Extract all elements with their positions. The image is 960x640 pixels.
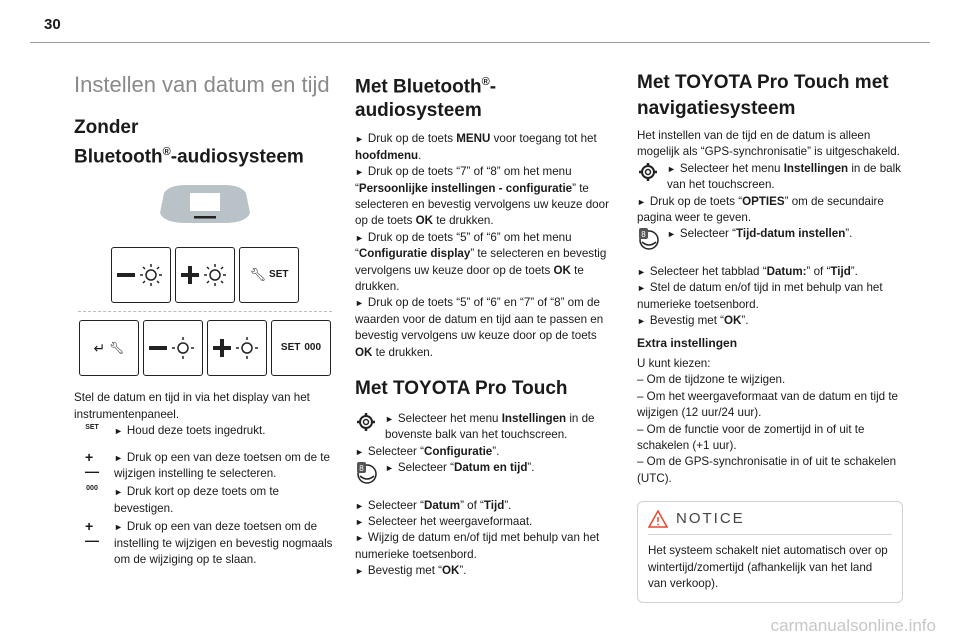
step-1: SET ► Houd deze toets ingedrukt.	[74, 423, 336, 439]
bluetooth-step-4: ► Druk op de toets “5” of “6” en “7” of “8” om de waarden voor de datum en tijd aan te passen en bevestig vervolgens uw keuze door op de toets OK te drukken.	[355, 296, 604, 359]
plus-minus-icon: + —	[85, 518, 99, 549]
key-row-bottom	[74, 320, 336, 376]
minus-sun-icon	[147, 334, 199, 362]
notice-title: NOTICE	[676, 509, 745, 527]
navigation-step-1: ► Selecteer het menu Instellingen in de balk van het touchscreen.	[637, 161, 903, 194]
pro-touch-step-3: 8 ► Selecteer “Datum en tijd”.	[355, 460, 611, 491]
plus-brightness-button[interactable]	[175, 247, 235, 303]
set-000-icon: SET	[85, 424, 99, 432]
heading-pro-touch-navigation: Met TOYOTA Pro Touch met navigatiesysteem	[637, 72, 889, 119]
car-dashboard-illustration	[74, 179, 336, 239]
plus-brightness-button-2[interactable]	[207, 320, 267, 376]
notice-text: Het systeem schakelt niet automatisch over op wintertijd/zomertijd (afhankelijk van het land van verkoop).	[648, 544, 888, 590]
notice-header	[648, 510, 892, 535]
navigation-step-4: ► Selecteer het tabblad “Datum:” of “Tijd”.	[637, 264, 858, 278]
pro-touch-step-1: ► Selecteer het menu Instellingen in de bovenste balk van het touchscreen.	[355, 411, 611, 444]
instrument-panel-icon	[74, 179, 336, 239]
pro-touch-step-2: ► Selecteer “Configuratie”.	[355, 444, 500, 458]
plus-sun-icon	[211, 334, 263, 362]
gear-icon	[637, 161, 663, 188]
intro-text: Stel de datum en tijd in via het display van het instrumentenpaneel.	[74, 391, 310, 421]
minus-brightness-button[interactable]	[111, 247, 171, 303]
set-000-button[interactable]: SET 000	[271, 320, 331, 376]
pro-touch-step-5: ► Selecteer het weergaveformaat.	[355, 515, 533, 529]
plus-sun-icon	[179, 261, 231, 289]
pro-touch-step-4: ► Selecteer “Datum” of “Tijd”.	[355, 498, 512, 512]
svg-text:8: 8	[359, 464, 364, 474]
navigation-step-6: ► Bevestig met “OK”.	[637, 314, 749, 328]
column-2	[355, 64, 611, 580]
clock-8-icon	[637, 226, 663, 257]
heading-pro-touch: Met TOYOTA Pro Touch	[355, 378, 568, 400]
watermark: carmanualsonline.info	[770, 616, 936, 635]
navigation-step-2: ► Druk op de toets “OPTIES” om de secundaire pagina weer te geven.	[637, 194, 884, 225]
plus-minus-icon: + —	[85, 448, 99, 479]
wrench-icon: 🔧︎	[249, 267, 267, 283]
heading-without-bluetooth: Zonder Bluetooth®-audiosysteem	[74, 117, 304, 168]
warning-triangle-icon	[648, 510, 668, 528]
set-button[interactable]: 🔧︎ SET	[239, 247, 299, 303]
step-4: + — ► Druk op een van deze toetsen om de instelling te wijzigen en bevestig nogmaals om de wijziging op te slaan.	[74, 519, 336, 568]
extra-settings-heading: Extra instellingen	[637, 336, 738, 351]
key-divider	[78, 311, 332, 312]
navigation-intro: Het instellen van de tijd en de datum is alleen mogelijk als “GPS-synchronisatie” is uitgeschakeld.	[637, 129, 900, 159]
column-1	[74, 64, 336, 568]
pro-touch-step-7: ► Bevestig met “OK”.	[355, 564, 467, 578]
bluetooth-step-1: ► Druk op de toets MENU voor toegang tot het hoofdmenu.	[355, 132, 597, 162]
step-2: + — ► Druk op een van deze toetsen om de te wijzigen instelling te selecteren.	[74, 450, 336, 483]
wrench-icon: 🔧︎	[109, 341, 125, 356]
return-set-button[interactable]	[79, 320, 139, 376]
svg-text:8: 8	[641, 230, 646, 240]
heading-with-bluetooth: Met Bluetooth®-audiosysteem	[355, 76, 497, 122]
bluetooth-step-3: ► Druk op de toets “5” of “6” om het menu “Configuratie display” te selecteren en bevestig vervolgens uw keuze door op de toets OK te drukken.	[355, 230, 607, 293]
return-arrow-icon: ↵	[93, 340, 106, 357]
extra-item-4: – Om de GPS-synchronisatie in of uit te schakelen (UTC).	[637, 455, 897, 485]
set-000-icon: 000	[86, 485, 98, 493]
extra-item-2: – Om het weergaveformaat van de datum en tijd te wijzigen (12 uur/24 uur).	[637, 389, 899, 420]
minus-sun-icon	[115, 261, 167, 289]
extra-intro: U kunt kiezen:	[637, 356, 711, 370]
clock-8-icon	[355, 460, 381, 491]
notice-box	[637, 501, 903, 603]
navigation-step-5: ► Stel de datum en/of tijd in met behulp van het numerieke toetsenbord.	[637, 281, 883, 311]
bluetooth-step-2: ► Druk op de toets “7” of “8” om het menu “Persoonlijke instellingen - configuratie” te selecteren en bevestig vervolgens uw keuze door op de toets OK te drukken.	[355, 165, 609, 228]
pro-touch-step-6: ► Wijzig de datum en/of tijd met behulp van het numerieke toetsenbord.	[355, 531, 600, 561]
navigation-step-3: 8 ► Selecteer “Tijd-datum instellen”.	[637, 226, 903, 257]
extra-item-3: – Om de functie voor de zomertijd in of uit te schakelen (+1 uur).	[637, 422, 865, 452]
minus-brightness-button-2[interactable]	[143, 320, 203, 376]
key-row-top	[74, 247, 336, 303]
page-number: 30	[44, 16, 61, 33]
column-3	[637, 64, 903, 603]
gear-icon	[355, 411, 381, 438]
extra-item-1: – Om de tijdzone te wijzigen.	[637, 373, 786, 387]
header-rule	[30, 42, 930, 43]
step-3: 000 ► Druk kort op deze toets om te bevestigen.	[74, 484, 336, 517]
section-title: Instellen van datum en tijd	[74, 72, 330, 97]
